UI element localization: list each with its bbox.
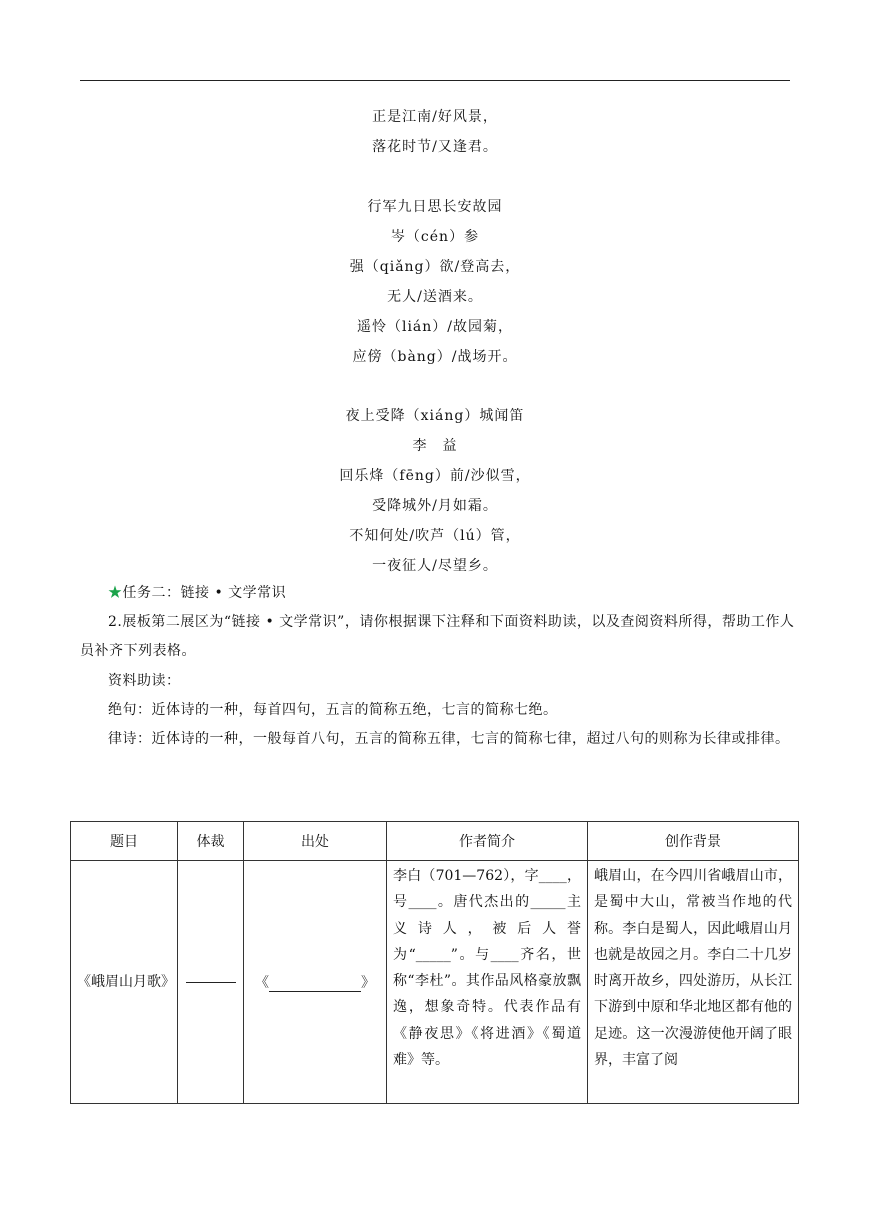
- table-header-row: [71, 822, 799, 861]
- task2-instruction: 2.展板第二展区为“链接 • 文学常识”，请你根据课下注释和下面资料助读，以及查阅资料所得，帮助工作人员补齐下列表格。: [80, 614, 795, 659]
- header-background: 创作背景: [588, 822, 799, 861]
- cell-source-blank[interactable]: [244, 861, 387, 1104]
- poem3-title: 夜上受降（xiáng）城闻笛: [345, 408, 525, 424]
- literature-table: [70, 821, 799, 1104]
- genre-blank[interactable]: [186, 982, 236, 983]
- header-genre: 体裁: [178, 822, 244, 861]
- poem2-author: 岑（cén）参: [390, 229, 480, 245]
- poem2-line-1: 强（qiǎng）欲/登高去，: [349, 259, 521, 275]
- poem3-line-1: 回乐烽（fēng）前/沙似雪，: [339, 468, 531, 484]
- poem1-line-2: 落花时节/又逢君。: [372, 139, 498, 155]
- poem3-author: 李 益: [412, 438, 458, 454]
- table-row: [71, 861, 799, 1104]
- material-label: 资料助读：: [108, 673, 181, 689]
- source-blank[interactable]: [269, 977, 361, 992]
- source-close-bracket: 》: [361, 975, 375, 991]
- header-author-intro: 作者简介: [387, 822, 588, 861]
- poem3-line-3: 不知何处/吹芦（lú）管，: [349, 528, 521, 544]
- jueju-definition: 绝句：近体诗的一种，每首四句，五言的简称五绝，七言的简称七绝。: [108, 702, 558, 718]
- cell-author-intro: 李白（701—762），字____，号____。唐代杰出的_____主义诗人，被后人誉为“_____”。与____齐名，世称“李杜”。其作品风格豪放飘逸，想象奇特。代表作品有《静夜思》《将进酒》《蜀道难》等。: [387, 861, 588, 1104]
- poem3-line-2: 受降城外/月如霜。: [372, 498, 498, 514]
- header-title: 题目: [71, 822, 178, 861]
- cell-background: 峨眉山，在今四川省峨眉山市，是蜀中大山，常被当作地的代称。李白是蜀人，因此峨眉山月也就是故园之月。李白二十几岁时离开故乡，四处游历，从长江下游到中原和华北地区都有他的足迹。这一次漫游使他开阔了眼界，丰富了阅: [588, 861, 799, 1104]
- source-open-bracket: 《: [255, 975, 269, 991]
- task2-heading: [80, 579, 796, 608]
- header-rule: [80, 80, 790, 81]
- header-source: 出处: [244, 822, 387, 861]
- star-icon: ★: [108, 585, 123, 601]
- cell-genre-blank[interactable]: [178, 861, 244, 1104]
- poem2-line-3: 遥怜（lián）/故园菊，: [356, 319, 514, 335]
- cell-poem-title: 《峨眉山月歌》: [71, 861, 178, 1104]
- poem3-line-4: 一夜征人/尽望乡。: [372, 558, 498, 574]
- poem2-line-4: 应傍（bàng）/战场开。: [352, 349, 518, 365]
- poem2-title: 行军九日思长安故园: [367, 199, 503, 215]
- poem1-line-1: 正是江南/好风景，: [372, 109, 498, 125]
- poem2-line-2: 无人/送酒来。: [387, 289, 483, 305]
- lvshi-definition: 律诗：近体诗的一种，一般每首八句，五言的简称五律，七言的简称七律，超过八句的则称为长律或排律。: [108, 731, 790, 747]
- task2-heading-text: 任务二：链接 • 文学常识: [122, 585, 287, 601]
